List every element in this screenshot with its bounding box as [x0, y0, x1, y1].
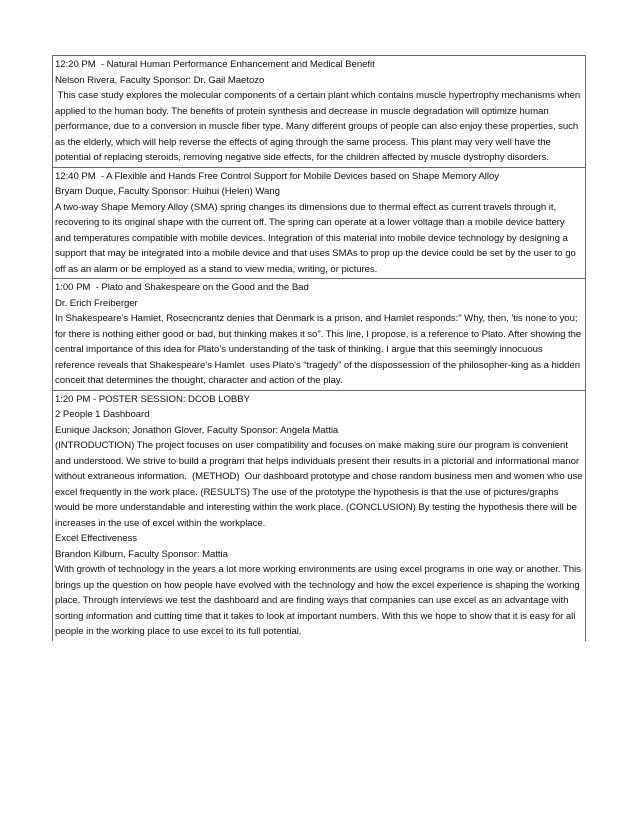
session-header: 12:40 PM - A Flexible and Hands Free Control Support for Mobile Devices based on Shape Memory Alloy [55, 170, 500, 182]
poster-abstract: (INTRODUCTION) The project focuses on user compatibility and focuses on make making sure our program is convenient and understood. We strive to build a program that helps individuals present their results in a pictorial and informational manor without extraneous information. (METHOD) Our dashboard prototype and chose random business men and women who use excel frequently in the work place. (RESULTS) The use of the prototype the hypothesis is that the use of pictures/graphs would be more understandable and interesting within the work place. (CONCLUSION) By testing the hypothesis there will be increases in the use of excel within the workplace. [55, 440, 586, 529]
poster-session-cell [53, 391, 585, 641]
session-authors: Nelson Rivera, Faculty Sponsor: Dr. Gail Maetozo [55, 74, 265, 86]
session-header: 1:00 PM - Plato and Shakespeare on the Good and the Bad [55, 282, 309, 293]
schedule-table [52, 55, 586, 641]
poster-authors: Eunique Jackson; Jonathon Glover, Faculty Sponsor: Angela Mattia [55, 424, 339, 436]
poster-session-header: 1:20 PM - POSTER SESSION: DCOB LOBBY [55, 393, 250, 405]
session-abstract: A two-way Shape Memory Alloy (SMA) spring changes its dimensions due to thermal effect as current travels through it, recovering to its original shape with the current off. The spring can operate at a lower voltage than a mobile device battery and temperatures compatible with mobile devices. Integration of this material into mobile device technology by designing a support that may be integrated into a mobile device and that uses SMAs to prop up the device could be set by the user to go off as an alarm or be employed as a stand to view media, writing, or pictures. [55, 201, 579, 275]
session-cell [53, 56, 585, 168]
poster-title: 2 People 1 Dashboard [55, 409, 150, 420]
poster-authors: Brandon Kilburn, Faculty Sponsor: Mattia [55, 548, 228, 560]
session-authors: Dr. Erich Freiberger [55, 297, 138, 309]
session-authors: Bryam Duque, Faculty Sponsor: Huihui (Helen) Wang [55, 186, 280, 197]
session-abstract: This case study explores the molecular components of a certain plant which contains muscle hypertrophy mechanisms when applied to the human body. The benefits of protein synthesis and decrease in muscle degradation will optimize human performance, due to a conversion in muscle fiber type. Many different groups of people can also enjoy these properties, such as the elderly, which will help reverse the effects of aging through the same process. This plant may very well have the potential of replacing steroids, removing negative side effects, for the children affected by muscle dystrophy disorders. [55, 90, 583, 163]
session-abstract: In Shakespeare’s Hamlet, Rosecncrantz denies that Denmark is a prison, and Hamlet responds:" Why, then, 'tis none to you; for there is nothing either good or bad, but thinking makes it so". This line, I propose, is a reference to Plato. After showing the central importance of this idea for Plato’s understanding of the task of thinking. I argue that this seemingly innocuous reference reveals that Shakespeare’s Hamlet uses Plato's “tragedy” of the dispossession of the philosopher-king as a hidden conceit that determines the thought, character and action of the play. [55, 313, 584, 386]
poster-title: Excel Effectiveness [55, 533, 138, 544]
session-cell [53, 279, 585, 391]
poster-abstract: With growth of technology in the years a lot more working environments are using excel programs in one way or another. This brings up the question on how people have evolved with the technology and how the excel experience is shaping the working place. Through interviews we test the dashboard and are finding ways that companies can use excel as an advantage with sorting information and cutting time that it takes to look at important numbers. With this we hope to show that it is easy for all people in the working place to use excel to its full potential. [55, 564, 584, 637]
session-header: 12:20 PM - Natural Human Performance Enhancement and Medical Benefit [55, 59, 375, 70]
session-cell [53, 168, 585, 280]
